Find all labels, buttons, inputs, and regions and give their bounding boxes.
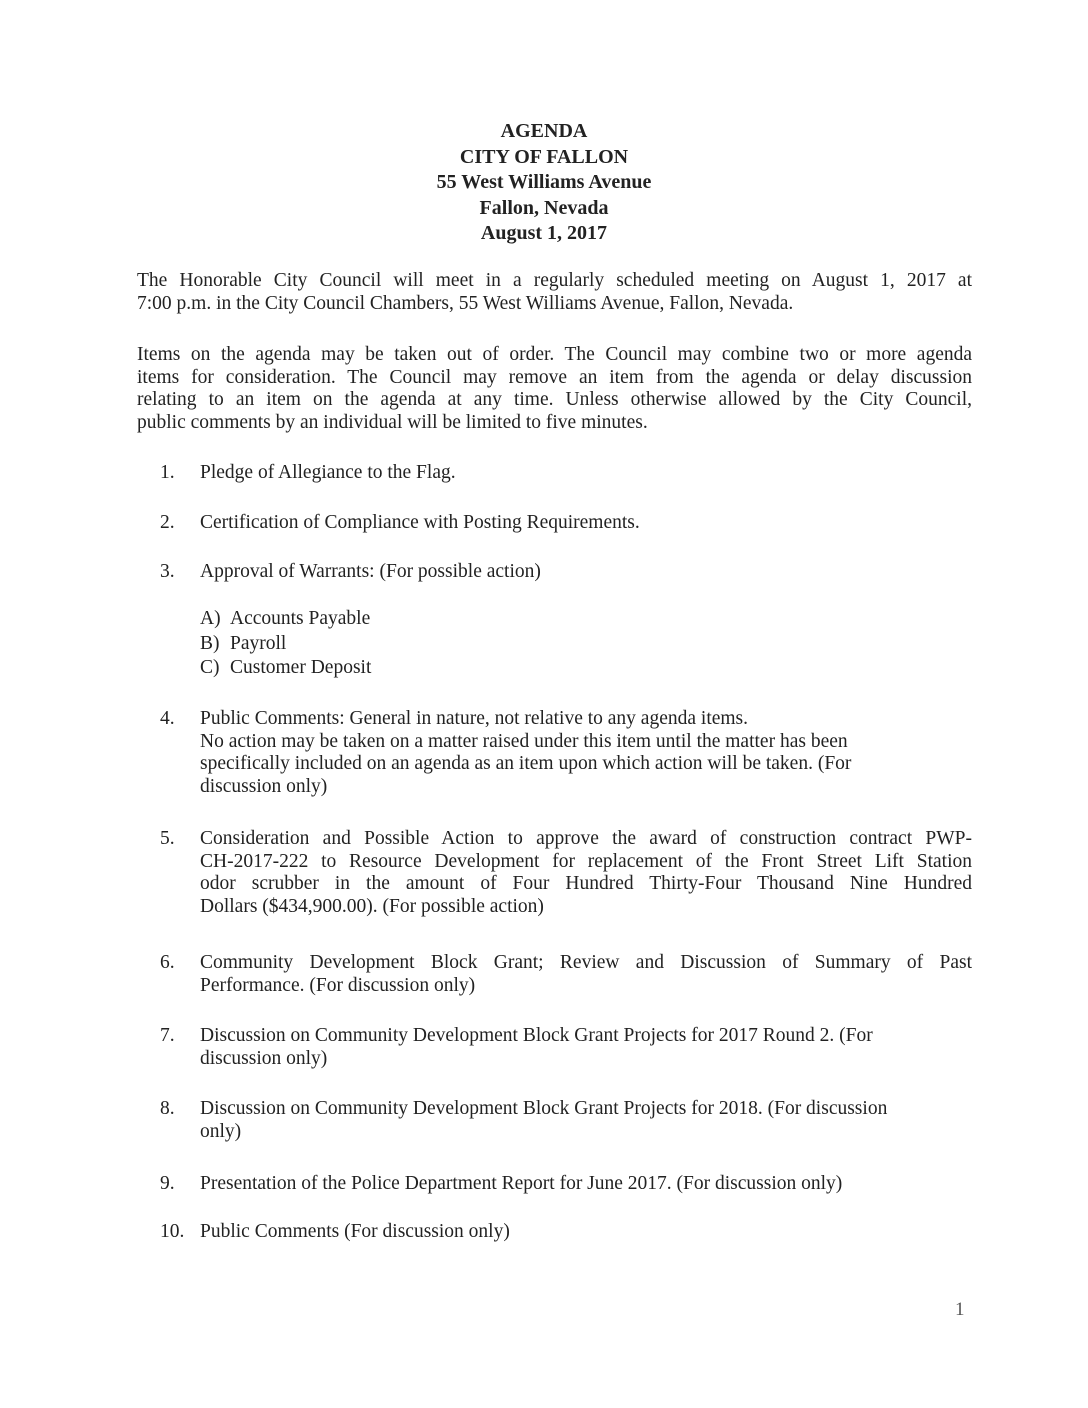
item-line: Discussion on Community Development Block Grant Projects for 2017 Round 2. (For [200,1025,873,1046]
notice-line: relating to an item on the agenda at any time. Unless otherwise allowed by the City Council, [137,389,972,410]
meeting-date: August 1, 2017 [480,222,608,244]
warrants-sublist [200,607,371,681]
warrant-label: Payroll [230,632,287,654]
item-text [200,462,972,485]
item-number: 8. [160,1098,175,1119]
intro-paragraph [137,270,972,315]
item-line: only) [200,1120,242,1142]
warrant-label: Accounts Payable [230,608,371,629]
item-number: 10. [160,1221,185,1242]
item-number: 4. [160,708,175,729]
item-line: Public Comments: General in nature, not relative to any agenda items. [200,708,749,729]
intro-line: The Honorable City Council will meet in a regularly scheduled meeting on August 1, 2017 at [137,270,972,291]
warrant-letter: A) [200,608,221,629]
notice-line: items for consideration. The Council may remove an item from the agenda or delay discussion [137,366,972,388]
warrant-item [200,632,371,657]
item-text [200,1098,972,1143]
item-text [200,828,972,918]
page-number: 1 [955,1299,965,1320]
warrant-item [200,656,371,681]
city-state: Fallon, Nevada [479,196,609,219]
warrant-label: Customer Deposit [230,657,372,678]
item-line: Pledge of Allegiance to the Flag. [200,462,456,483]
item-line: odor scrubber in the amount of Four Hundred Thirty-Four Thousand Nine Hundred [200,873,972,894]
street-address: 55 West Williams Avenue [436,171,652,193]
item-number: 1. [160,462,175,483]
warrant-letter: B) [200,632,220,654]
warrant-item [200,607,371,632]
agenda-title: AGENDA [500,120,588,142]
item-number: 3. [160,561,175,582]
item-number: 6. [160,952,175,973]
notice-line: Items on the agenda may be taken out of order. The Council may combine two or more agenda [137,344,972,365]
item-number: 9. [160,1173,175,1194]
item-line: CH-2017-222 to Resource Development for replacement of the Front Street Lift Station [200,850,972,872]
warrant-letter: C) [200,657,220,678]
city-name: CITY OF FALLON [459,145,629,168]
notice-line: public comments by an individual will be limited to five minutes. [137,411,648,433]
item-text [200,708,972,798]
item-text [200,1025,972,1070]
item-text [200,512,972,535]
item-line: Presentation of the Police Department Report for June 2017. (For discussion only) [200,1173,843,1194]
item-line: Consideration and Possible Action to approve the award of construction contract PWP- [200,828,972,849]
item-line: discussion only) [200,775,328,797]
item-text [200,561,972,584]
intro-line: 7:00 p.m. in the City Council Chambers, 55 West Williams Avenue, Fallon, Nevada. [137,292,794,314]
item-line: No action may be taken on a matter raised under this item until the matter has been [200,730,848,752]
item-line: Dollars ($434,900.00). (For possible action) [200,895,544,917]
item-text [200,952,972,997]
notice-paragraph [137,344,972,434]
item-number: 2. [160,512,175,533]
item-number: 7. [160,1025,175,1046]
item-line: Certification of Compliance with Posting Requirements. [200,512,640,533]
item-line: Public Comments (For discussion only) [200,1221,510,1242]
item-number: 5. [160,828,175,849]
item-line: Discussion on Community Development Block Grant Projects for 2018. (For discussion [200,1098,888,1119]
item-line: discussion only) [200,1047,328,1069]
agenda-header [0,119,1088,247]
item-line: Approval of Warrants: (For possible action) [200,561,541,582]
item-line: Community Development Block Grant; Review and Discussion of Summary of Past [200,952,972,973]
item-text [200,1221,972,1244]
item-line: Performance. (For discussion only) [200,974,476,996]
item-line: specifically included on an agenda as an item upon which action will be taken. (For [200,753,852,774]
item-text [200,1173,972,1196]
